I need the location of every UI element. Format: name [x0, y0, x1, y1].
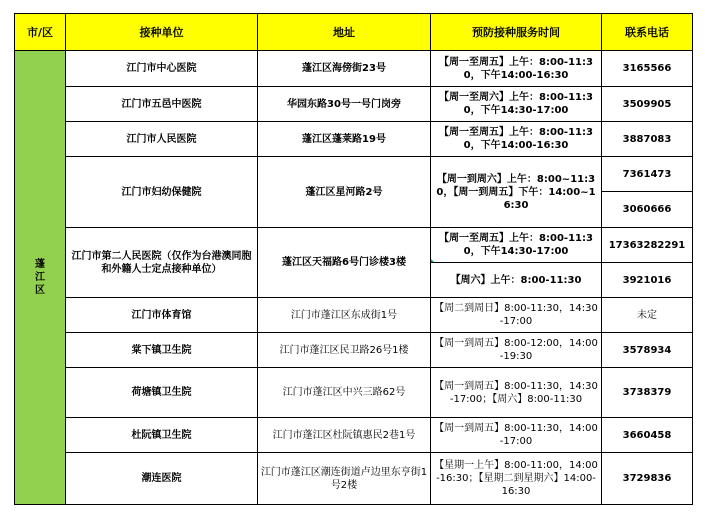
district-cell: [15, 51, 66, 505]
address-cell: 蓬江区海傍街23号: [258, 51, 431, 87]
phone-cell: 3060666: [602, 192, 693, 228]
table-row: [15, 122, 693, 157]
hours-cell: 【周一至周五】上午：8:00-11:30，下午14:00-16:30: [431, 51, 602, 87]
address-cell: 江门市蓬江区东成街1号: [258, 298, 431, 333]
district-char: 区: [35, 285, 45, 296]
table-row: [15, 368, 693, 418]
address-cell: 江门市蓬江区中兴三路62号: [258, 368, 431, 418]
address-cell: 蓬江区蓬莱路19号: [258, 122, 431, 157]
phone-cell: 17363282291: [602, 228, 693, 263]
phone-cell: 未定: [602, 298, 693, 333]
address-cell: 华园东路30号一号门岗旁: [258, 87, 431, 122]
phone-cell: 3729836: [602, 453, 693, 505]
table-row: [15, 333, 693, 368]
unit-cell: 杜阮镇卫生院: [66, 418, 258, 453]
hours-text: 【周一至周五】上午：8:00-11:30，下午14:30-17:00: [439, 233, 593, 257]
header-unit: 接种单位: [66, 14, 258, 51]
hours-cell: 【周二到周日】8:00-11:30，14:30-17:00: [431, 298, 602, 333]
unit-cell: 江门市体育馆: [66, 298, 258, 333]
phone-cell: 3660458: [602, 418, 693, 453]
hours-cell: 【周一到周五】8:00-11:30，14:00-17:00: [431, 418, 602, 453]
phone-cell: 3738379: [602, 368, 693, 418]
table-row: [15, 51, 693, 87]
vaccination-schedule-table: [14, 13, 693, 505]
hours-cell: 【周一到周五】8:00-12:00，14:00-19:30: [431, 333, 602, 368]
district-char: 蓬: [35, 259, 45, 270]
hours-cell: 【星期一上午】8:00-11:00，14:00-16:30；【星期二到星期六】14:00-16:30: [431, 453, 602, 505]
table-row: [15, 157, 693, 192]
address-cell: 江门市蓬江区潮连街道卢边里东亨街1号2楼: [258, 453, 431, 505]
phone-cell: 7361473: [602, 157, 693, 192]
phone-cell: 3887083: [602, 122, 693, 157]
unit-cell: 江门市人民医院: [66, 122, 258, 157]
header-row: [15, 14, 693, 51]
table-row: [15, 418, 693, 453]
address-cell: 蓬江区星河路2号: [258, 157, 431, 228]
phone-cell: 3165566: [602, 51, 693, 87]
address-cell: 蓬江区天福路6号门诊楼3楼: [258, 228, 431, 298]
hours-cell: 【周一至周五】上午：8:00-11:30，下午14:00-16:30: [431, 122, 602, 157]
phone-cell: 3921016: [602, 263, 693, 298]
address-cell: 江门市蓬江区杜阮镇惠民2巷1号: [258, 418, 431, 453]
table-row: [15, 228, 693, 263]
unit-cell: 江门市第二人民医院（仅作为台港澳同胞和外籍人士定点接种单位）: [66, 228, 258, 298]
address-cell: 江门市蓬江区民卫路26号1楼: [258, 333, 431, 368]
hours-cell: 【周一到周六】上午：8:00~11:30，【周一到周五】下午：14:00~16:30: [431, 157, 602, 228]
table-row: [15, 87, 693, 122]
phone-cell: 3578934: [602, 333, 693, 368]
hours-cell: 【周一至周六】上午：8:00-11:30，下午14:30-17:00: [431, 87, 602, 122]
header-address: 地址: [258, 14, 431, 51]
unit-cell: 荷塘镇卫生院: [66, 368, 258, 418]
table-row: [15, 453, 693, 505]
unit-cell: 江门市妇幼保健院: [66, 157, 258, 228]
unit-cell: 江门市五邑中医院: [66, 87, 258, 122]
header-phone: 联系电话: [602, 14, 693, 51]
unit-cell: 潮连医院: [66, 453, 258, 505]
unit-cell: 江门市中心医院: [66, 51, 258, 87]
hours-cell: 【周六】上午：8:00-11:30: [431, 263, 602, 298]
unit-cell: 棠下镇卫生院: [66, 333, 258, 368]
hours-cell: 【周一到周五】8:00-11:30，14:30-17:00；【周六】8:00-11:30: [431, 368, 602, 418]
table-row: [15, 298, 693, 333]
hours-cell: [431, 228, 602, 263]
district-char: 江: [35, 272, 45, 283]
header-hours: 预防接种服务时间: [431, 14, 602, 51]
phone-cell: 3509905: [602, 87, 693, 122]
header-district: 市/区: [15, 14, 66, 51]
